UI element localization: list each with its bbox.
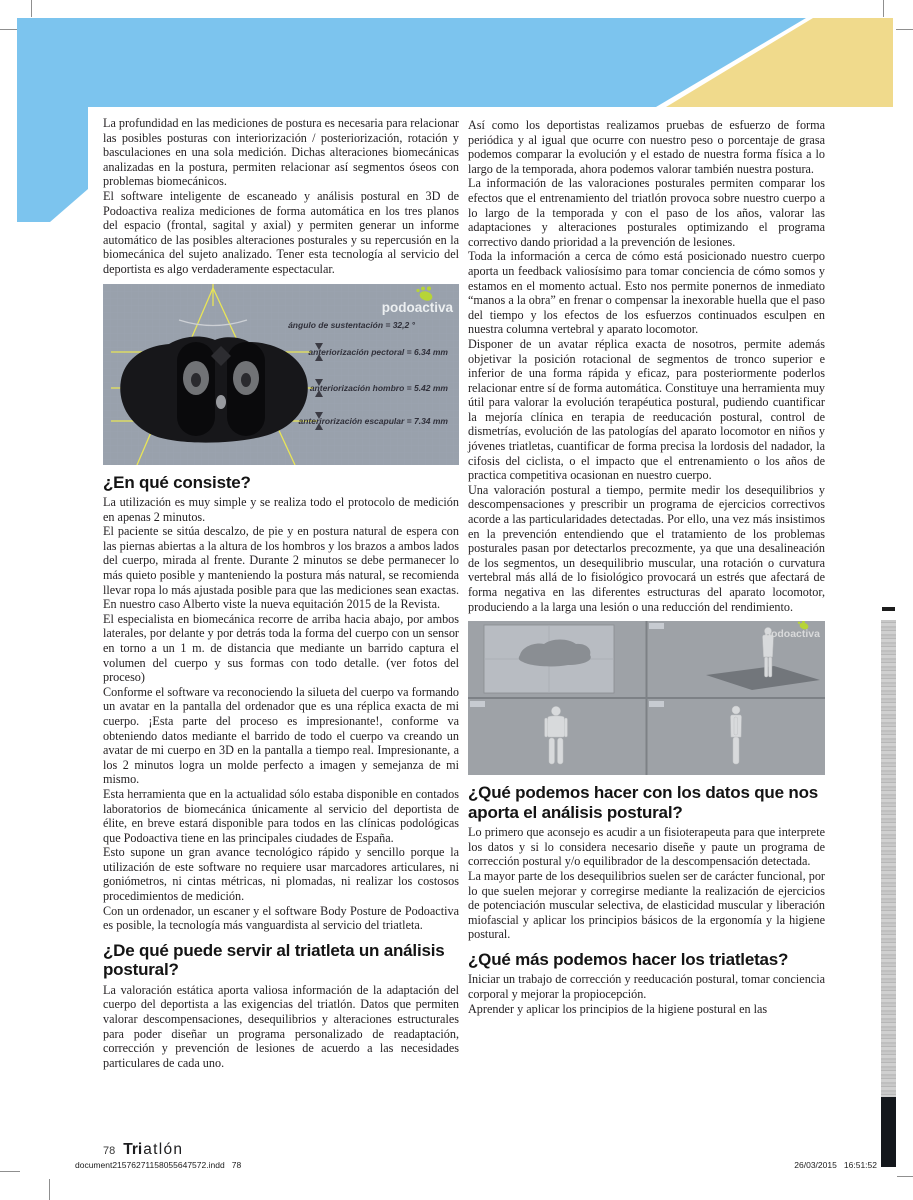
scanned-torso-top-view	[120, 336, 308, 442]
section-heading: ¿En qué consiste?	[103, 472, 251, 492]
page-edge-film-strip	[881, 620, 896, 1097]
paragraph: La mayor parte de los desequilibrios suelen ser de carácter funcional, por lo que suelen mejorar y corregirse mediante la realización de ejercicios de potenciación muscular selectiva, de elasticidad muscular y liberación miofascial y aplicar los principios básicos de la ergonomía y la higiene postural.	[468, 868, 825, 942]
paragraph: Iniciar un trabajo de corrección y reeducación postural, tomar conciencia corporal y mejorar la propiocepción.	[468, 972, 825, 1002]
paragraph: La profundidad en las mediciones de postura es necesaria para relacionar las posibles posturas con interiorización / posteriorización, rotación y basculaciones en una sola medición. Dichas alteraciones biomecánicas analizadas en la postura, permiten relacionar así segmentos óseos con problemas biomecánicos.	[103, 116, 459, 189]
paragraph: La valoración estática aporta valiosa información de la adaptación del cuerpo del deportista a las exigencias del triatlón. Datos que permiten valorar descompensaciones, desequilibrios y alteraciones estructurales para poder diseñar un programa personalizado de readaptación, corrección y prevención de lesiones de acuerdo a las necesidades particulares de cada uno.	[103, 982, 459, 1070]
blue-band	[17, 18, 806, 107]
crop-mark	[31, 0, 32, 17]
measurement-label: anteriorización hombro = 5.42 mm	[309, 382, 448, 393]
measurement-label: anterirorización escapular = 7.34 mm	[298, 415, 448, 426]
paragraph: La utilización es muy simple y se realiza todo el protocolo de medición en apenas 2 minutos.	[103, 495, 459, 524]
quadrant-top-view	[484, 625, 614, 693]
podoactiva-wordmark: podoactiva	[381, 299, 453, 315]
section-heading: ¿De qué puede servir al triatleta un análisis postural?	[103, 940, 445, 980]
crop-mark	[49, 1179, 50, 1200]
triatlon-logo-light: atlón	[143, 1141, 184, 1158]
section-heading: ¿Qué podemos hacer con los datos que nos aporta el análisis postural?	[468, 783, 819, 822]
crop-mark	[883, 0, 884, 17]
measurement-label: ángulo de sustentación = 32,2 °	[288, 319, 415, 330]
measurement-label: anteriorización pectoral = 6.34 mm	[308, 346, 448, 357]
paragraph: Disponer de un avatar réplica exacta de nosotros, permite además objetivar la posición rotacional de segmentos de tronco superior e inferior de una forma rápida y eficaz, para posteriormente poderlos relacionar entre sí de forma automática. Constituye una herramienta muy útil para valorar la evolución terapéutica postural, pudiendo cuantificar la mejoría clínica en terapia de reeducación postural, control de dismetrías, evolución de las patologías del aparato locomotor en niños y jóvenes triatletas, cuantificar de forma precisa la lordosis del nadador, la cifosis del ciclista, o el impacto que el entrenamiento o los años de practica competitiva ocasionan en nuestro cuerpo.	[468, 336, 825, 483]
right-column	[468, 118, 825, 1016]
prepress-filename: document21576271158055647572.indd 78	[75, 1160, 242, 1170]
paragraph: Conforme el software va reconociendo la silueta del cuerpo va formando un avatar en la pantalla del ordenador que es una réplica exacta de mi cuerpo. ¡Esta parte del proceso es impresionante!, conforme va obteniendo datos mediante el barrido de todo el cuerpo va creando un avatar de mi cuerpo en 3D en la pantalla a tiempo real. Impresionante, a los 2 minutos logra un molde perfecto a imagen y semejanza de mi mismo.	[103, 684, 459, 787]
page-number: 78	[103, 1145, 116, 1157]
crop-mark	[897, 1176, 913, 1177]
section-heading: ¿Qué más podemos hacer los triatletas?	[468, 949, 789, 969]
left-column	[103, 116, 459, 1070]
triatlon-logo-bold: Tri	[123, 1141, 143, 1158]
paragraph: El paciente se sitúa descalzo, de pie y en postura natural de espera con las piernas abiertas a la altura de los hombros y los brazos a ambos lados del cuerpo, mirada al frente. Durante 2 minutos se debe permanecer lo más quieto posible y manteniendo la postura más natural, se recomienda llevar ropa lo más ajustada posible para que las mediciones sean exactas. En nuestro caso Alberto viste la nueva equitación 2015 de la Revista.	[103, 524, 459, 612]
paragraph: Esta herramienta que en la actualidad sólo estaba disponible en contados laboratorios de biomecánica únicamente al servicio del deportista de élite, en breve estará disponible para todos en las clínicas podológicas que Podoactiva tiene en las principales ciudades de España.	[103, 786, 459, 845]
triatlon-magazine-logo	[123, 1141, 183, 1159]
paragraph: Aprender y aplicar los principios de la higiene postural en las	[468, 1001, 768, 1016]
page-edge-dash	[882, 607, 895, 611]
scan-image-avatar-views	[468, 621, 825, 775]
paragraph: Una valoración postural a tiempo, permite medir los desequilibrios y descompensaciones y prescribir un programa de ejercicios correctivos acorde a las particularidades detectadas. Por ello, una vez más insistimos en la prevención entendiendo que el tratamiento de los problemas posturales pasan por detectarlos precozmente, ya que una desalineación de los segmentos, un desequilibrio muscular, una rotación o curvatura vertebral más allá de lo fisiológico provocará un estrés que afectará de forma negativa en las diferentes estructuras del aparato locomotor, produciendo a la larga una lesión o una reducción del rendimiento.	[468, 482, 825, 614]
podoactiva-wordmark: podoactiva	[764, 628, 820, 641]
scan-image-posture-measurements	[103, 284, 459, 465]
page-edge-film-strip-black	[881, 1097, 896, 1167]
prepress-timestamp: 26/03/2015 16:51:52	[794, 1160, 877, 1170]
crop-mark	[0, 29, 17, 30]
paragraph: Con un ordenador, un escaner y el software Body Posture de Podoactiva es posible, la tecnología más vanguardista al servicio del triatleta.	[103, 903, 459, 933]
paragraph: La información de las valoraciones posturales permiten comparar los efectos que el entrenamiento del triatlón provoca sobre nuestro cuerpo a lo largo de la temporada y con el paso de los años, valorar las adaptaciones y alteraciones posturales optimizando el programa correctivo dando prioridad a la prevención de lesiones.	[468, 176, 825, 249]
paragraph: El software inteligente de escaneado y análisis postural en 3D de Podoactiva realiza mediciones de forma automática en los tres planos del espacio (frontal, sagital y axial) y permiten generar un informe automático de las posibles alteraciones posturales y su repercusión en la biomecánica del sujeto analizado. Tener esta tecnología al servicio del deportista es algo verdaderamente espectacular.	[103, 188, 459, 276]
page-footer	[103, 1141, 183, 1159]
paragraph: El especialista en biomecánica recorre de arriba hacia abajo, por ambos laterales, por delante y por detrás toda la forma del cuerpo con un sensor en torno a un 1 m. de distancia que mediante un barrido captura el volumen del cuerpo y sus formas con todo detalle. (ver fotos del proceso)	[103, 611, 459, 685]
paragraph: Lo primero que aconsejo es acudir a un fisioterapeuta para que interprete los datos y si lo considera necesario diseñe y paute un programa de corrección postural y/o equilibrador de la descompensación detectada.	[468, 825, 825, 869]
blue-left-ribbon	[17, 107, 88, 222]
yellow-band	[666, 18, 893, 107]
paragraph: Así como los deportistas realizamos pruebas de esfuerzo de forma periódica y al igual que ocurre con nuestro peso o porcentaje de grasa podemos comparar la evolución y el estado de nuestra forma física a lo largo de la temporada, ahora podemos valorar también nuestra postura.	[468, 118, 825, 176]
crop-mark	[896, 29, 913, 30]
paragraph: Toda la información a cerca de cómo está posicionado nuestro cuerpo aporta un feedback valiosísimo para tomar conciencia de cómo somos y estamos en el momento actual. Esto nos permite ponernos de inmediato “manos a la obra” en frenar o compensar la inexorable huella que el paso del tiempo y los efectos de los esfuerzos continuados esculpen en nuestra columna vertebral y aparato locomotor.	[468, 249, 825, 337]
paragraph: Esto supone un gran avance tecnológico rápido y sencillo porque la utilización de este software no requiere usar marcadores articulares, ni goniómetros, ni cintas métricas, ni plomadas, ni realizar los costosos procedimientos de medición.	[103, 845, 459, 904]
crop-mark	[0, 1171, 20, 1172]
